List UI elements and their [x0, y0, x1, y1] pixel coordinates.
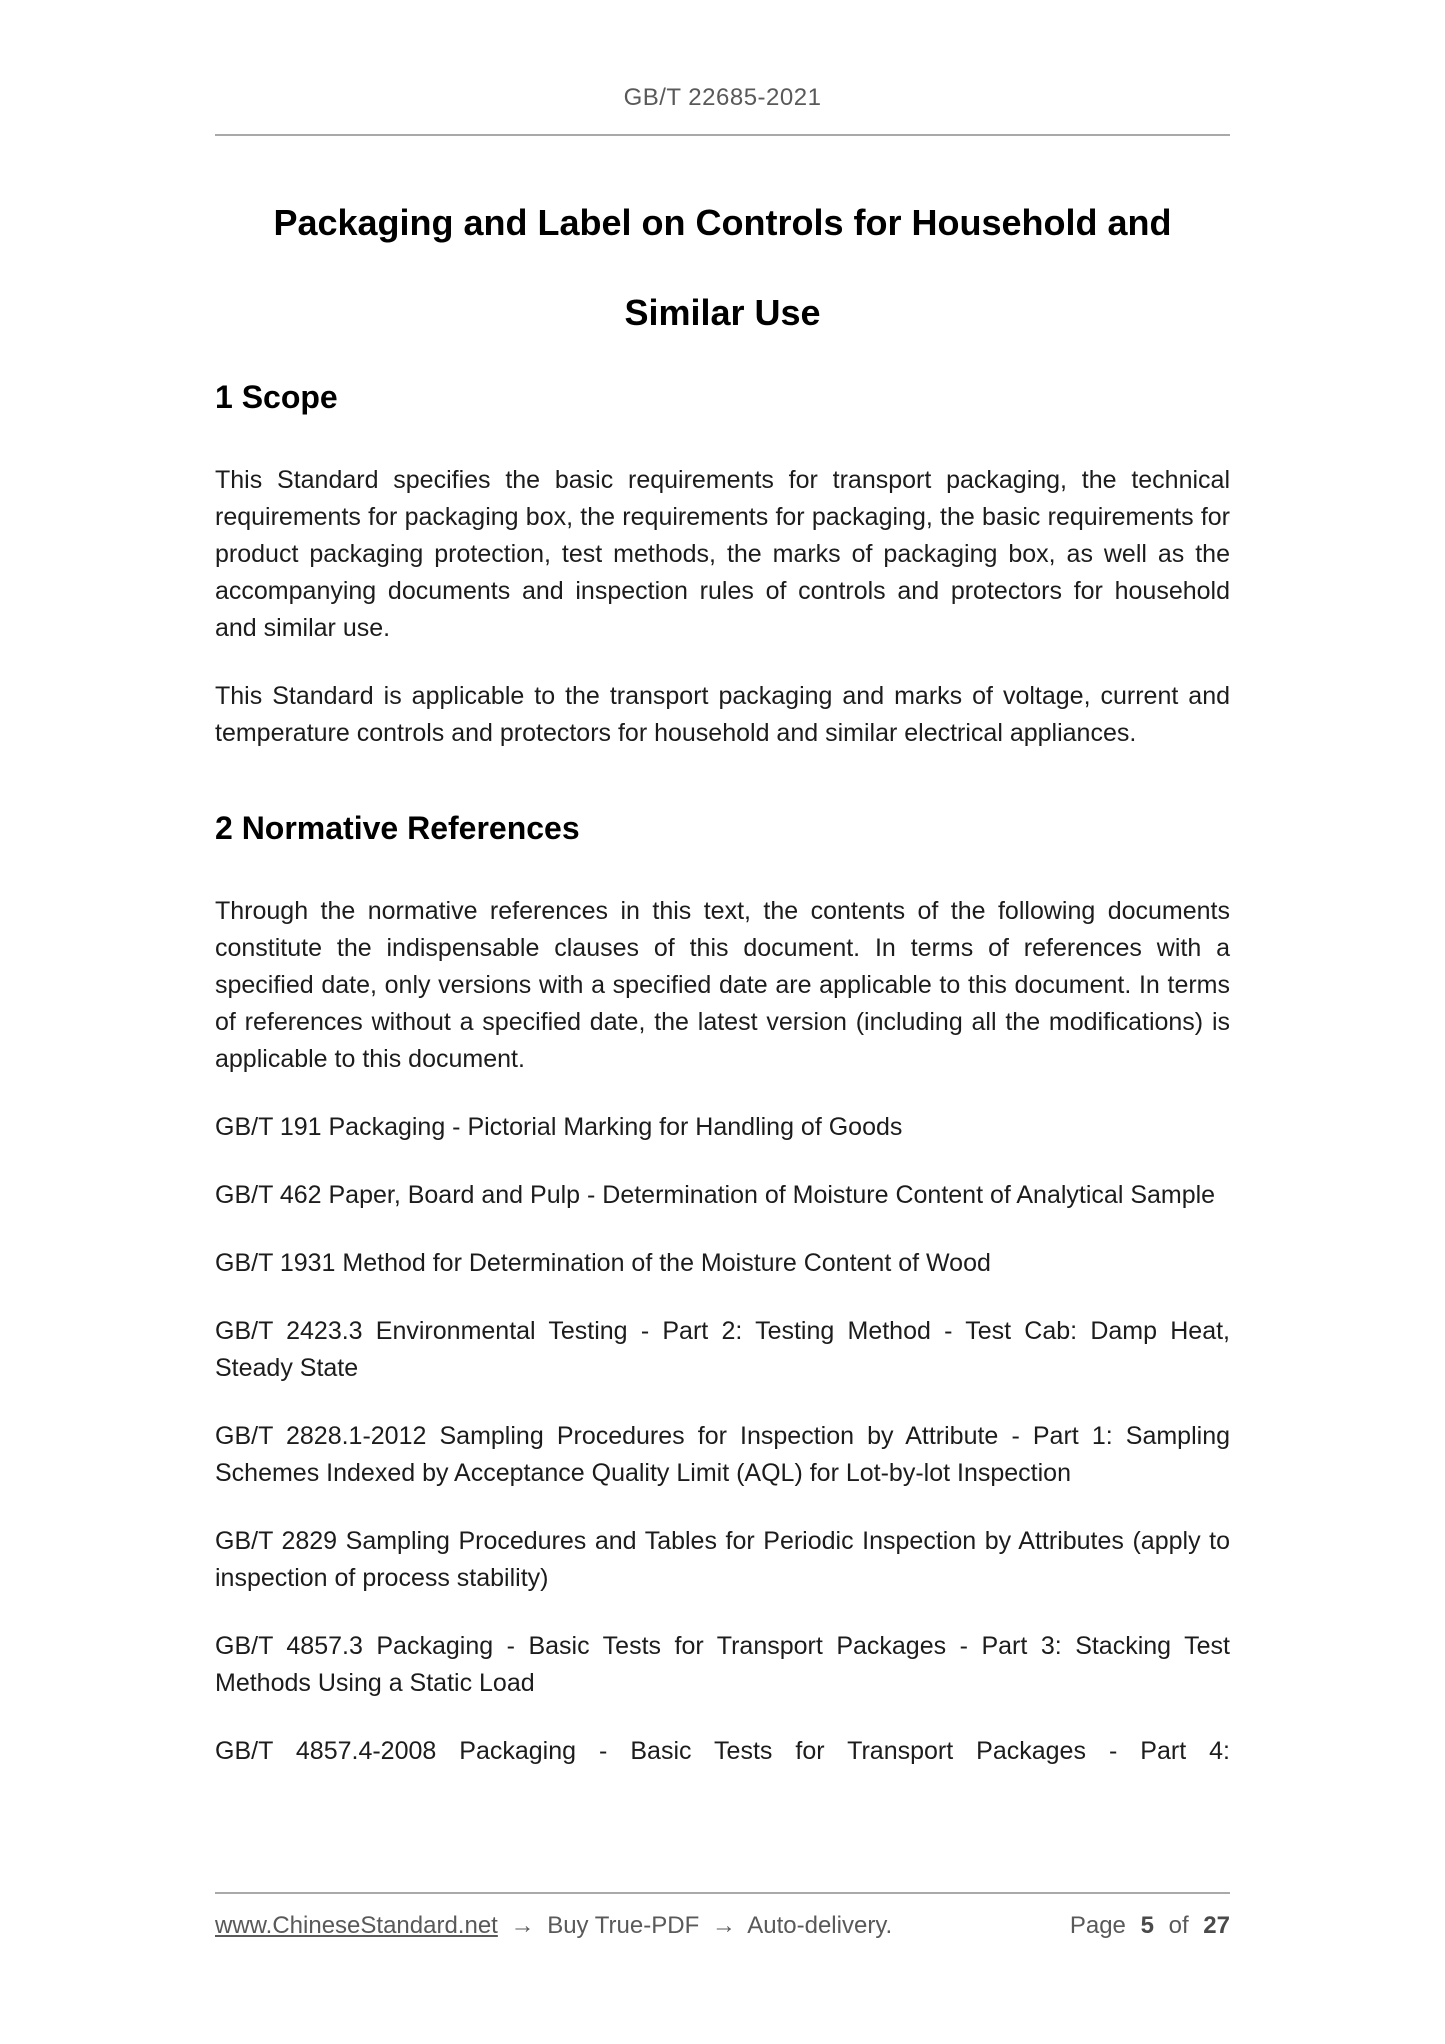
footer-delivery-text: Auto-delivery. — [747, 1912, 893, 1939]
reference-item-gbt-4857-4: GB/T 4857.4-2008 Packaging - Basic Tests for Transport Packages - Part 4: — [215, 1737, 1230, 1765]
footer-left — [215, 1912, 898, 1940]
section-heading-scope: 1 Scope — [215, 379, 338, 415]
reference-item-gbt-191: GB/T 191 Packaging - Pictorial Marking for Handling of Goods — [215, 1113, 903, 1141]
section-heading-normative-references: 2 Normative References — [215, 810, 580, 846]
page-number-total: 27 — [1203, 1912, 1230, 1939]
footer-buy-text: Buy True-PDF — [547, 1912, 700, 1939]
page-number-current: 5 — [1140, 1912, 1154, 1939]
scope-paragraph-2: This Standard is applicable to the transport packaging and marks of voltage, current and temperature controls and protectors for household and similar electrical appliances. — [215, 682, 1230, 747]
footer-divider — [215, 1892, 1230, 1894]
page-indicator — [1062, 1912, 1230, 1940]
arrow-icon: → — [711, 1912, 736, 1939]
reference-item-gbt-1931: GB/T 1931 Method for Determination of the Moisture Content of Wood — [215, 1249, 991, 1277]
page-word: Page — [1069, 1912, 1126, 1939]
reference-item-gbt-4857-3: GB/T 4857.3 Packaging - Basic Tests for Transport Packages - Part 3: Stacking Test Methods Using a Static Load — [215, 1632, 1230, 1697]
reference-item-gbt-2423-3: GB/T 2423.3 Environmental Testing - Part 2: Testing Method - Test Cab: Damp Heat, Steady State — [215, 1317, 1230, 1382]
reference-item-gbt-2828-1: GB/T 2828.1-2012 Sampling Procedures for Inspection by Attribute - Part 1: Sampling Schemes Indexed by Acceptance Quality Limit (AQL) for Lot-by-lot Inspection — [215, 1422, 1230, 1487]
document-body — [215, 136, 1230, 1770]
document-title-line-2: Similar Use — [624, 292, 821, 333]
page-footer — [215, 1912, 1230, 1940]
document-title-line-1: Packaging and Label on Controls for Household and — [273, 202, 1172, 243]
of-word: of — [1168, 1912, 1189, 1939]
scope-paragraph-1: This Standard specifies the basic requirements for transport packaging, the technical requirements for packaging box, the requirements for packaging, the basic requirements for product packaging protection, test methods, the marks of packaging box, as well as the accompanying documents and inspection rules of controls and protectors for household and similar use. — [215, 466, 1230, 642]
doc-number-header: GB/T 22685-2021 — [623, 84, 822, 111]
document-title — [215, 178, 1230, 358]
arrow-icon: → — [510, 1912, 535, 1939]
normative-intro-paragraph: Through the normative references in this text, the contents of the following documents constitute the indispensable clauses of this document. In terms of references with a specified date, only versions with a specified date are applicable to this document. In terms of references without a specified date, the latest version (including all the modifications) is applicable to this document. — [215, 897, 1230, 1073]
reference-item-gbt-2829: GB/T 2829 Sampling Procedures and Tables for Periodic Inspection by Attributes (apply to inspection of process stability) — [215, 1527, 1230, 1592]
footer-link[interactable]: www.ChineseStandard.net — [215, 1912, 498, 1939]
reference-item-gbt-462: GB/T 462 Paper, Board and Pulp - Determination of Moisture Content of Analytical Sample — [215, 1181, 1216, 1209]
